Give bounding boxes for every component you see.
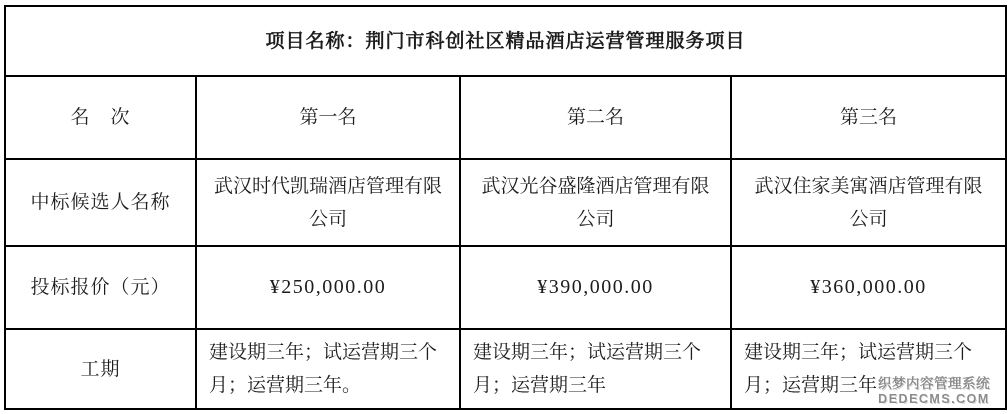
company-row-label: 中标候选人名称 xyxy=(5,159,196,246)
company-second-cell: 武汉光谷盛隆酒店管理有限公司 xyxy=(460,159,731,246)
bid-results-table xyxy=(4,5,1007,410)
table-title-row xyxy=(5,6,1006,76)
rank-first-cell: 第一名 xyxy=(196,76,460,159)
company-first-cell: 武汉时代凯瑞酒店管理有限公司 xyxy=(196,159,460,246)
duration-first-cell: 建设期三年；试运营期三个月；运营期三年。 xyxy=(196,329,460,409)
duration-row-label: 工期 xyxy=(5,329,196,409)
watermark-text-cn: 织梦内容管理系统 xyxy=(878,376,990,392)
price-second-cell: ¥390,000.00 xyxy=(460,246,731,329)
company-third-cell: 武汉住家美寓酒店管理有限公司 xyxy=(731,159,1006,246)
price-first-cell: ¥250,000.00 xyxy=(196,246,460,329)
rank-third-cell: 第三名 xyxy=(731,76,1006,159)
project-title: 项目名称：荆门市科创社区精品酒店运营管理服务项目 xyxy=(5,6,1006,76)
rank-row-label: 名 次 xyxy=(5,76,196,159)
rank-second-cell: 第二名 xyxy=(460,76,731,159)
dedecms-watermark xyxy=(878,376,990,406)
watermark-text-en: DEDECMS.COM xyxy=(878,391,990,406)
duration-second-cell: 建设期三年；试运营期三个月；运营期三年 xyxy=(460,329,731,409)
duration-third-cell: 建设期三年；试运营期三个月；运营期三年 xyxy=(731,329,1006,409)
price-third-cell: ¥360,000.00 xyxy=(731,246,1006,329)
company-row xyxy=(5,159,1006,246)
price-row-label: 投标报价（元） xyxy=(5,246,196,329)
rank-row xyxy=(5,76,1006,159)
price-row xyxy=(5,246,1006,329)
duration-row xyxy=(5,329,1006,409)
